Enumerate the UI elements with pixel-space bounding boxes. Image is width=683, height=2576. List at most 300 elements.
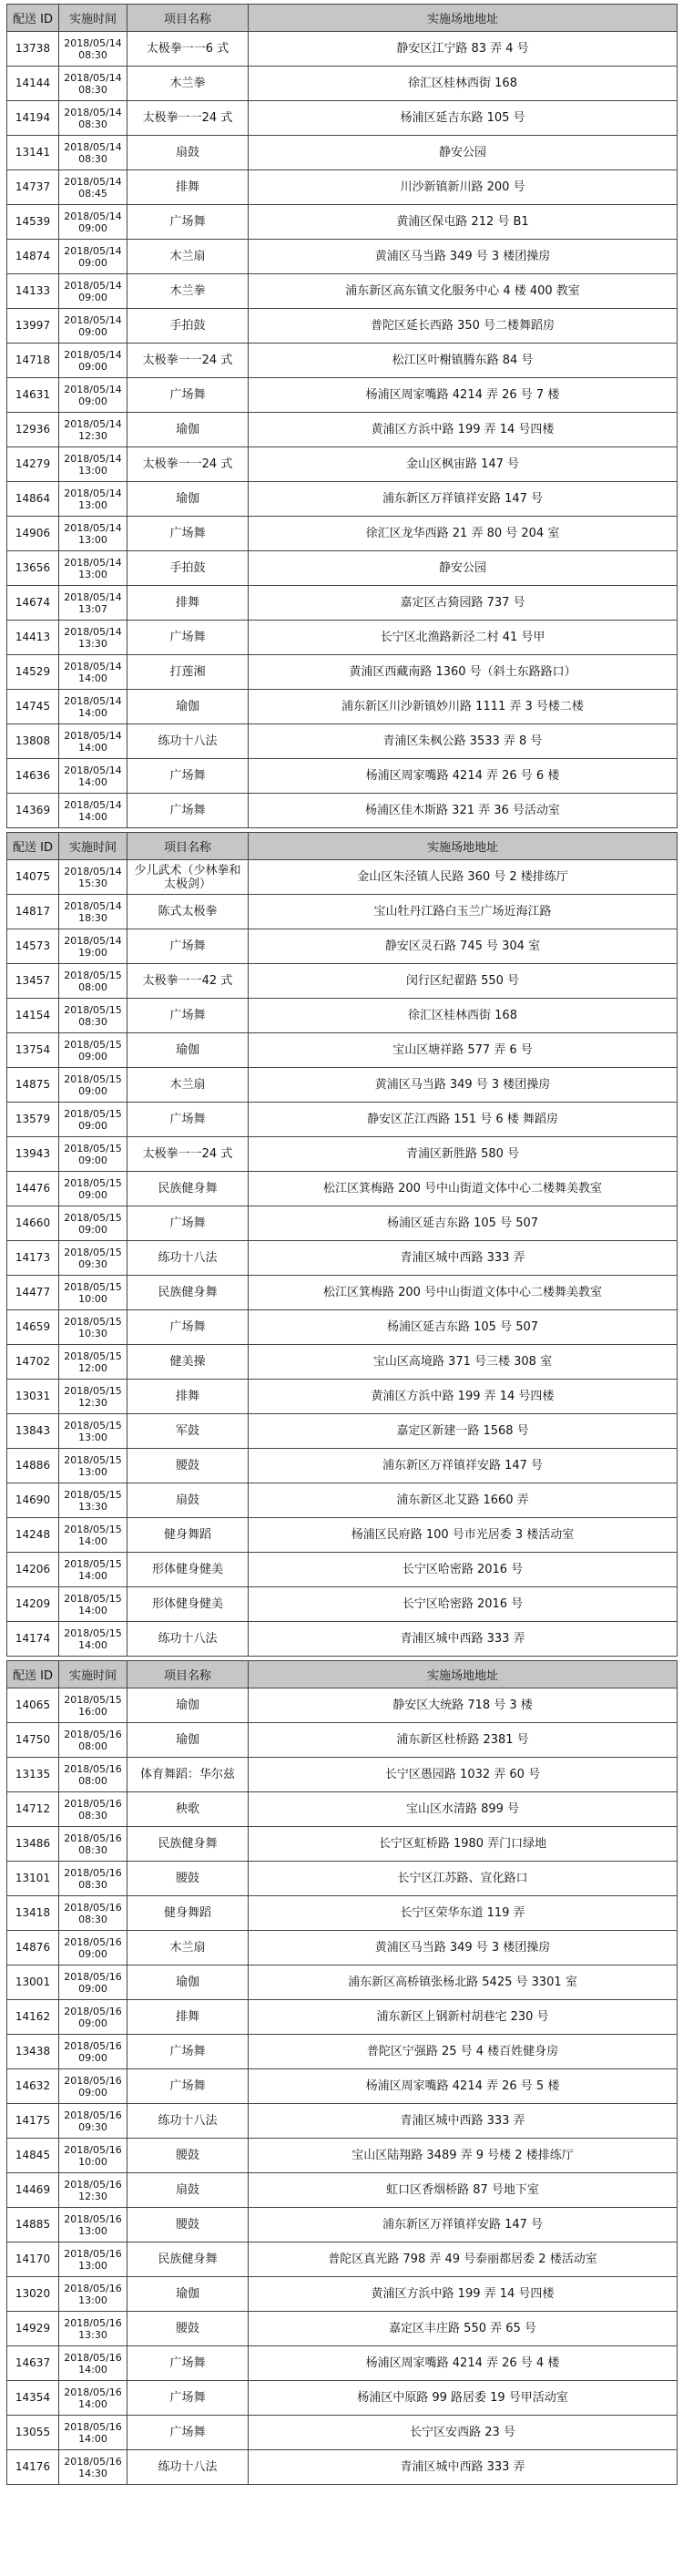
header-project-name: 项目名称 xyxy=(127,833,249,860)
venue-address-cell: 长宁区荣华东道 119 弄 xyxy=(249,1896,678,1931)
project-name-cell: 广场舞 xyxy=(127,1310,249,1345)
table-row xyxy=(7,794,678,828)
venue-address-cell: 黄浦区马当路 349 号 3 楼团操房 xyxy=(249,1931,678,1965)
date-time-cell: 2018/05/15 12:00 xyxy=(59,1345,127,1380)
project-name-cell: 太极拳一一24 式 xyxy=(127,447,249,482)
delivery-id-cell: 14745 xyxy=(7,690,59,724)
date-time-cell: 2018/05/16 09:00 xyxy=(59,1931,127,1965)
venue-address-cell: 徐汇区桂林西街 168 xyxy=(249,999,678,1033)
project-name-cell: 瑜伽 xyxy=(127,482,249,517)
venue-address-cell: 杨浦区周家嘴路 4214 弄 26 号 5 楼 xyxy=(249,2069,678,2104)
project-name-cell: 腰鼓 xyxy=(127,2208,249,2242)
venue-address-cell: 浦东新区万祥镇祥安路 147 号 xyxy=(249,1449,678,1483)
venue-address-cell: 闵行区纪翟路 550 号 xyxy=(249,964,678,999)
project-name-cell: 腰鼓 xyxy=(127,2139,249,2173)
delivery-id-cell: 14885 xyxy=(7,2208,59,2242)
delivery-id-cell: 13738 xyxy=(7,32,59,67)
delivery-id-cell: 14413 xyxy=(7,621,59,655)
table-row xyxy=(7,205,678,240)
table-row xyxy=(7,1758,678,1792)
project-name-cell: 太极拳一一24 式 xyxy=(127,1137,249,1172)
delivery-id-cell: 14637 xyxy=(7,2346,59,2381)
table-row xyxy=(7,2069,678,2104)
delivery-id-cell: 14886 xyxy=(7,1449,59,1483)
venue-address-cell: 青浦区城中西路 333 弄 xyxy=(249,2104,678,2139)
table-row xyxy=(7,413,678,447)
delivery-id-cell: 14874 xyxy=(7,240,59,274)
date-time-cell: 2018/05/15 10:30 xyxy=(59,1310,127,1345)
project-name-cell: 广场舞 xyxy=(127,759,249,794)
project-name-cell: 练功十八法 xyxy=(127,1241,249,1276)
venue-address-cell: 杨浦区延吉东路 105 号 xyxy=(249,101,678,136)
table-row xyxy=(7,170,678,205)
table-row xyxy=(7,1622,678,1657)
venue-address-cell: 浦东新区上钢新村胡巷宅 230 号 xyxy=(249,2000,678,2035)
header-venue-address: 实施场地地址 xyxy=(249,5,678,32)
date-time-cell: 2018/05/16 13:00 xyxy=(59,2208,127,2242)
venue-address-cell: 松江区叶榭镇腾东路 84 号 xyxy=(249,344,678,378)
delivery-id-cell: 14631 xyxy=(7,378,59,413)
project-name-cell: 木兰扇 xyxy=(127,1068,249,1103)
delivery-id-cell: 12936 xyxy=(7,413,59,447)
table-row xyxy=(7,759,678,794)
delivery-id-cell: 14660 xyxy=(7,1206,59,1241)
venue-address-cell: 长宁区哈密路 2016 号 xyxy=(249,1587,678,1622)
project-name-cell: 练功十八法 xyxy=(127,2104,249,2139)
project-name-cell: 民族健身舞 xyxy=(127,1827,249,1862)
project-name-cell: 木兰扇 xyxy=(127,1931,249,1965)
project-name-cell: 木兰拳 xyxy=(127,274,249,309)
table-row xyxy=(7,136,678,170)
date-time-cell: 2018/05/14 08:30 xyxy=(59,67,127,101)
table-row xyxy=(7,517,678,551)
table-row xyxy=(7,1206,678,1241)
header-row xyxy=(7,833,678,860)
header-venue-address: 实施场地地址 xyxy=(249,1661,678,1688)
table-row xyxy=(7,621,678,655)
table-row xyxy=(7,2139,678,2173)
venue-address-cell: 黄浦区方浜中路 199 弄 14 号四楼 xyxy=(249,2277,678,2312)
delivery-id-cell: 14174 xyxy=(7,1622,59,1657)
venue-address-cell: 松江区箕梅路 200 号中山街道文体中心二楼舞美教室 xyxy=(249,1172,678,1206)
delivery-id-cell: 13135 xyxy=(7,1758,59,1792)
table-row xyxy=(7,1345,678,1380)
venue-address-cell: 静安公园 xyxy=(249,136,678,170)
project-name-cell: 排舞 xyxy=(127,170,249,205)
date-time-cell: 2018/05/16 08:30 xyxy=(59,1862,127,1896)
header-delivery-id: 配送 ID xyxy=(7,5,59,32)
date-time-cell: 2018/05/16 12:30 xyxy=(59,2173,127,2208)
project-name-cell: 腰鼓 xyxy=(127,1449,249,1483)
date-time-cell: 2018/05/16 14:00 xyxy=(59,2416,127,2450)
venue-address-cell: 静安区灵石路 745 号 304 室 xyxy=(249,929,678,964)
table-row xyxy=(7,586,678,621)
date-time-cell: 2018/05/15 09:00 xyxy=(59,1103,127,1137)
delivery-id-cell: 14065 xyxy=(7,1688,59,1723)
date-time-cell: 2018/05/14 15:30 xyxy=(59,860,127,895)
date-time-cell: 2018/05/16 10:00 xyxy=(59,2139,127,2173)
table-row xyxy=(7,1068,678,1103)
date-time-cell: 2018/05/14 08:30 xyxy=(59,32,127,67)
venue-address-cell: 嘉定区丰庄路 550 弄 65 号 xyxy=(249,2312,678,2346)
table-row xyxy=(7,2242,678,2277)
date-time-cell: 2018/05/15 08:30 xyxy=(59,999,127,1033)
delivery-id-cell: 13438 xyxy=(7,2035,59,2069)
table-row xyxy=(7,2000,678,2035)
delivery-id-cell: 13486 xyxy=(7,1827,59,1862)
date-time-cell: 2018/05/16 14:00 xyxy=(59,2346,127,2381)
header-date-time: 实施时间 xyxy=(59,833,127,860)
venue-address-cell: 宝山牡丹江路白玉兰广场近海江路 xyxy=(249,895,678,929)
venue-address-cell: 普陀区延长西路 350 号二楼舞蹈房 xyxy=(249,309,678,344)
table-row xyxy=(7,344,678,378)
project-name-cell: 广场舞 xyxy=(127,205,249,240)
delivery-id-cell: 14659 xyxy=(7,1310,59,1345)
table-row xyxy=(7,378,678,413)
date-time-cell: 2018/05/16 13:00 xyxy=(59,2277,127,2312)
delivery-id-cell: 14175 xyxy=(7,2104,59,2139)
date-time-cell: 2018/05/15 14:00 xyxy=(59,1587,127,1622)
date-time-cell: 2018/05/16 09:00 xyxy=(59,1965,127,2000)
date-time-cell: 2018/05/14 14:00 xyxy=(59,759,127,794)
venue-address-cell: 普陀区宁强路 25 号 4 楼百姓健身房 xyxy=(249,2035,678,2069)
date-time-cell: 2018/05/14 12:30 xyxy=(59,413,127,447)
project-name-cell: 健身舞蹈 xyxy=(127,1518,249,1553)
date-time-cell: 2018/05/15 09:00 xyxy=(59,1172,127,1206)
header-row xyxy=(7,5,678,32)
venue-address-cell: 杨浦区中原路 99 路居委 19 号甲活动室 xyxy=(249,2381,678,2416)
delivery-id-cell: 13031 xyxy=(7,1380,59,1414)
delivery-id-cell: 14075 xyxy=(7,860,59,895)
project-name-cell: 腰鼓 xyxy=(127,2312,249,2346)
venue-address-cell: 长宁区虹桥路 1980 弄门口绿地 xyxy=(249,1827,678,1862)
delivery-id-cell: 14718 xyxy=(7,344,59,378)
project-name-cell: 广场舞 xyxy=(127,2035,249,2069)
project-name-cell: 练功十八法 xyxy=(127,724,249,759)
delivery-id-cell: 13001 xyxy=(7,1965,59,2000)
date-time-cell: 2018/05/16 14:00 xyxy=(59,2381,127,2416)
project-name-cell: 民族健身舞 xyxy=(127,1172,249,1206)
table-row xyxy=(7,1310,678,1345)
venue-address-cell: 长宁区哈密路 2016 号 xyxy=(249,1553,678,1587)
date-time-cell: 2018/05/16 09:00 xyxy=(59,2000,127,2035)
delivery-id-cell: 14529 xyxy=(7,655,59,690)
table-row xyxy=(7,1862,678,1896)
delivery-id-cell: 14176 xyxy=(7,2450,59,2485)
venue-address-cell: 静安区芷江西路 151 号 6 楼 舞蹈房 xyxy=(249,1103,678,1137)
venue-address-cell: 金山区枫宙路 147 号 xyxy=(249,447,678,482)
table-row xyxy=(7,999,678,1033)
delivery-id-cell: 13843 xyxy=(7,1414,59,1449)
project-name-cell: 木兰扇 xyxy=(127,240,249,274)
table-row xyxy=(7,101,678,136)
project-name-cell: 广场舞 xyxy=(127,517,249,551)
delivery-id-cell: 14476 xyxy=(7,1172,59,1206)
table-row xyxy=(7,1688,678,1723)
delivery-id-cell: 14573 xyxy=(7,929,59,964)
date-time-cell: 2018/05/14 09:00 xyxy=(59,344,127,378)
delivery-id-cell: 14279 xyxy=(7,447,59,482)
delivery-id-cell: 14173 xyxy=(7,1241,59,1276)
delivery-id-cell: 14154 xyxy=(7,999,59,1033)
project-name-cell: 木兰拳 xyxy=(127,67,249,101)
header-date-time: 实施时间 xyxy=(59,1661,127,1688)
date-time-cell: 2018/05/14 09:00 xyxy=(59,205,127,240)
date-time-cell: 2018/05/15 10:00 xyxy=(59,1276,127,1310)
venue-address-cell: 杨浦区周家嘴路 4214 弄 26 号 4 楼 xyxy=(249,2346,678,2381)
project-name-cell: 体育舞蹈：华尔兹 xyxy=(127,1758,249,1792)
venue-address-cell: 黄浦区方浜中路 199 弄 14 号四楼 xyxy=(249,1380,678,1414)
project-name-cell: 练功十八法 xyxy=(127,2450,249,2485)
venue-address-cell: 长宁区北渔路新泾二村 41 号甲 xyxy=(249,621,678,655)
delivery-id-cell: 14750 xyxy=(7,1723,59,1758)
date-time-cell: 2018/05/16 08:00 xyxy=(59,1723,127,1758)
project-name-cell: 腰鼓 xyxy=(127,1862,249,1896)
project-name-cell: 瑜伽 xyxy=(127,1688,249,1723)
table-row xyxy=(7,32,678,67)
date-time-cell: 2018/05/15 09:30 xyxy=(59,1241,127,1276)
project-name-cell: 广场舞 xyxy=(127,2069,249,2104)
date-time-cell: 2018/05/14 13:00 xyxy=(59,517,127,551)
venue-address-cell: 嘉定区新建一路 1568 号 xyxy=(249,1414,678,1449)
project-name-cell: 太极拳一一6 式 xyxy=(127,32,249,67)
venue-address-cell: 金山区朱泾镇人民路 360 号 2 楼排练厅 xyxy=(249,860,678,895)
delivery-id-cell: 14712 xyxy=(7,1792,59,1827)
project-name-cell: 广场舞 xyxy=(127,2381,249,2416)
venue-address-cell: 浦东新区万祥镇祥安路 147 号 xyxy=(249,2208,678,2242)
delivery-id-cell: 14636 xyxy=(7,759,59,794)
project-name-cell: 形体健身健美 xyxy=(127,1587,249,1622)
delivery-id-cell: 14170 xyxy=(7,2242,59,2277)
delivery-id-cell: 14369 xyxy=(7,794,59,828)
delivery-id-cell: 13656 xyxy=(7,551,59,586)
table-row xyxy=(7,67,678,101)
project-name-cell: 排舞 xyxy=(127,586,249,621)
table-row xyxy=(7,1553,678,1587)
venue-address-cell: 青浦区朱枫公路 3533 弄 8 号 xyxy=(249,724,678,759)
project-name-cell: 瑜伽 xyxy=(127,1723,249,1758)
project-name-cell: 广场舞 xyxy=(127,1103,249,1137)
venue-address-cell: 杨浦区延吉东路 105 号 507 xyxy=(249,1310,678,1345)
date-time-cell: 2018/05/16 08:30 xyxy=(59,1792,127,1827)
delivery-id-cell: 13808 xyxy=(7,724,59,759)
table-row xyxy=(7,1587,678,1622)
venue-address-cell: 川沙新镇新川路 200 号 xyxy=(249,170,678,205)
delivery-id-cell: 14144 xyxy=(7,67,59,101)
table-row xyxy=(7,2450,678,2485)
venue-address-cell: 浦东新区高桥镇张杨北路 5425 号 3301 室 xyxy=(249,1965,678,2000)
project-name-cell: 手拍鼓 xyxy=(127,551,249,586)
header-project-name: 项目名称 xyxy=(127,5,249,32)
delivery-id-cell: 14817 xyxy=(7,895,59,929)
project-name-cell: 健身舞蹈 xyxy=(127,1896,249,1931)
table-row xyxy=(7,2208,678,2242)
table-row xyxy=(7,482,678,517)
project-name-cell: 广场舞 xyxy=(127,2346,249,2381)
project-name-cell: 太极拳一一24 式 xyxy=(127,101,249,136)
date-time-cell: 2018/05/16 08:30 xyxy=(59,1827,127,1862)
header-delivery-id: 配送 ID xyxy=(7,833,59,860)
venue-address-cell: 宝山区水清路 899 号 xyxy=(249,1792,678,1827)
date-time-cell: 2018/05/16 09:00 xyxy=(59,2035,127,2069)
table-row xyxy=(7,1965,678,2000)
delivery-id-cell: 14133 xyxy=(7,274,59,309)
table-row xyxy=(7,2104,678,2139)
date-time-cell: 2018/05/14 09:00 xyxy=(59,274,127,309)
project-name-cell: 广场舞 xyxy=(127,2416,249,2450)
delivery-id-cell: 13997 xyxy=(7,309,59,344)
schedule-document xyxy=(6,4,677,2485)
delivery-id-cell: 14206 xyxy=(7,1553,59,1587)
project-name-cell: 排舞 xyxy=(127,2000,249,2035)
delivery-id-cell: 14906 xyxy=(7,517,59,551)
date-time-cell: 2018/05/14 13:00 xyxy=(59,447,127,482)
venue-address-cell: 虹口区香烟桥路 87 号地下室 xyxy=(249,2173,678,2208)
venue-address-cell: 杨浦区民府路 100 号市光居委 3 楼活动室 xyxy=(249,1518,678,1553)
delivery-id-cell: 14354 xyxy=(7,2381,59,2416)
table-row xyxy=(7,447,678,482)
date-time-cell: 2018/05/15 14:00 xyxy=(59,1622,127,1657)
header-delivery-id: 配送 ID xyxy=(7,1661,59,1688)
delivery-id-cell: 14469 xyxy=(7,2173,59,2208)
date-time-cell: 2018/05/14 14:00 xyxy=(59,655,127,690)
table-row xyxy=(7,2416,678,2450)
delivery-id-cell: 13943 xyxy=(7,1137,59,1172)
table-row xyxy=(7,274,678,309)
venue-address-cell: 徐汇区龙华西路 21 弄 80 号 204 室 xyxy=(249,517,678,551)
venue-address-cell: 杨浦区佳木斯路 321 弄 36 号活动室 xyxy=(249,794,678,828)
project-name-cell: 练功十八法 xyxy=(127,1622,249,1657)
project-name-cell: 健美操 xyxy=(127,1345,249,1380)
date-time-cell: 2018/05/14 08:30 xyxy=(59,101,127,136)
venue-address-cell: 杨浦区周家嘴路 4214 弄 26 号 7 楼 xyxy=(249,378,678,413)
project-name-cell: 广场舞 xyxy=(127,1206,249,1241)
table-row xyxy=(7,551,678,586)
delivery-id-cell: 14737 xyxy=(7,170,59,205)
table-row xyxy=(7,1792,678,1827)
project-name-cell: 瑜伽 xyxy=(127,1965,249,2000)
project-name-cell: 广场舞 xyxy=(127,929,249,964)
venue-address-cell: 徐汇区桂林西街 168 xyxy=(249,67,678,101)
date-time-cell: 2018/05/14 13:00 xyxy=(59,551,127,586)
date-time-cell: 2018/05/14 18:30 xyxy=(59,895,127,929)
project-name-cell: 打莲湘 xyxy=(127,655,249,690)
project-name-cell: 形体健身健美 xyxy=(127,1553,249,1587)
header-project-name: 项目名称 xyxy=(127,1661,249,1688)
table-row xyxy=(7,1414,678,1449)
table-row xyxy=(7,1827,678,1862)
date-time-cell: 2018/05/14 13:00 xyxy=(59,482,127,517)
delivery-id-cell: 14876 xyxy=(7,1931,59,1965)
project-name-cell: 太极拳一一24 式 xyxy=(127,344,249,378)
delivery-id-cell: 14248 xyxy=(7,1518,59,1553)
date-time-cell: 2018/05/16 13:30 xyxy=(59,2312,127,2346)
date-time-cell: 2018/05/15 09:00 xyxy=(59,1206,127,1241)
project-name-cell: 广场舞 xyxy=(127,794,249,828)
delivery-id-cell: 14209 xyxy=(7,1587,59,1622)
venue-address-cell: 静安区江宁路 83 弄 4 号 xyxy=(249,32,678,67)
venue-address-cell: 青浦区城中西路 333 弄 xyxy=(249,2450,678,2485)
venue-address-cell: 普陀区真光路 798 弄 49 号泰丽都居委 2 楼活动室 xyxy=(249,2242,678,2277)
table-row xyxy=(7,1033,678,1068)
table-row xyxy=(7,929,678,964)
table-row xyxy=(7,2173,678,2208)
venue-address-cell: 长宁区愚园路 1032 弄 60 号 xyxy=(249,1758,678,1792)
project-name-cell: 瑜伽 xyxy=(127,2277,249,2312)
project-name-cell: 陈式太极拳 xyxy=(127,895,249,929)
project-name-cell: 少儿武术（少林拳和太极剑） xyxy=(127,860,249,895)
delivery-id-cell: 14194 xyxy=(7,101,59,136)
delivery-id-cell: 14864 xyxy=(7,482,59,517)
header-venue-address: 实施场地地址 xyxy=(249,833,678,860)
delivery-id-cell: 13141 xyxy=(7,136,59,170)
venue-address-cell: 宝山区高境路 371 号三楼 308 室 xyxy=(249,1345,678,1380)
project-name-cell: 民族健身舞 xyxy=(127,1276,249,1310)
table-row xyxy=(7,2277,678,2312)
project-name-cell: 手拍鼓 xyxy=(127,309,249,344)
delivery-id-cell: 14690 xyxy=(7,1483,59,1518)
project-name-cell: 太极拳一一42 式 xyxy=(127,964,249,999)
venue-address-cell: 长宁区安西路 23 号 xyxy=(249,2416,678,2450)
venue-address-cell: 浦东新区万祥镇祥安路 147 号 xyxy=(249,482,678,517)
date-time-cell: 2018/05/15 16:00 xyxy=(59,1688,127,1723)
date-time-cell: 2018/05/14 08:45 xyxy=(59,170,127,205)
date-time-cell: 2018/05/16 14:30 xyxy=(59,2450,127,2485)
date-time-cell: 2018/05/14 08:30 xyxy=(59,136,127,170)
table-row xyxy=(7,1137,678,1172)
table-row xyxy=(7,860,678,895)
venue-address-cell: 宝山区塘祥路 577 弄 6 号 xyxy=(249,1033,678,1068)
date-time-cell: 2018/05/16 08:30 xyxy=(59,1896,127,1931)
delivery-id-cell: 13579 xyxy=(7,1103,59,1137)
date-time-cell: 2018/05/15 12:30 xyxy=(59,1380,127,1414)
project-name-cell: 广场舞 xyxy=(127,621,249,655)
table-row xyxy=(7,309,678,344)
delivery-id-cell: 13055 xyxy=(7,2416,59,2450)
venue-address-cell: 黄浦区马当路 349 号 3 楼团操房 xyxy=(249,1068,678,1103)
venue-address-cell: 黄浦区马当路 349 号 3 楼团操房 xyxy=(249,240,678,274)
table-row xyxy=(7,2312,678,2346)
date-time-cell: 2018/05/15 13:00 xyxy=(59,1449,127,1483)
table-row xyxy=(7,1483,678,1518)
table-row xyxy=(7,240,678,274)
table-row xyxy=(7,1276,678,1310)
date-time-cell: 2018/05/15 13:00 xyxy=(59,1414,127,1449)
date-time-cell: 2018/05/15 13:30 xyxy=(59,1483,127,1518)
delivery-id-cell: 14477 xyxy=(7,1276,59,1310)
venue-address-cell: 嘉定区古猗园路 737 号 xyxy=(249,586,678,621)
delivery-id-cell: 14845 xyxy=(7,2139,59,2173)
date-time-cell: 2018/05/16 09:30 xyxy=(59,2104,127,2139)
date-time-cell: 2018/05/14 14:00 xyxy=(59,724,127,759)
project-name-cell: 扇鼓 xyxy=(127,2173,249,2208)
venue-address-cell: 宝山区陆翔路 3489 弄 9 号楼 2 楼排练厅 xyxy=(249,2139,678,2173)
table-row xyxy=(7,690,678,724)
date-time-cell: 2018/05/14 09:00 xyxy=(59,240,127,274)
table-row xyxy=(7,1172,678,1206)
date-time-cell: 2018/05/14 09:00 xyxy=(59,378,127,413)
project-name-cell: 扇鼓 xyxy=(127,136,249,170)
date-time-cell: 2018/05/16 09:00 xyxy=(59,2069,127,2104)
table-row xyxy=(7,1518,678,1553)
delivery-id-cell: 13418 xyxy=(7,1896,59,1931)
table-row xyxy=(7,964,678,999)
table-row xyxy=(7,2381,678,2416)
table-row xyxy=(7,724,678,759)
date-time-cell: 2018/05/14 13:07 xyxy=(59,586,127,621)
delivery-id-cell: 14632 xyxy=(7,2069,59,2104)
venue-address-cell: 黄浦区方浜中路 199 弄 14 号四楼 xyxy=(249,413,678,447)
